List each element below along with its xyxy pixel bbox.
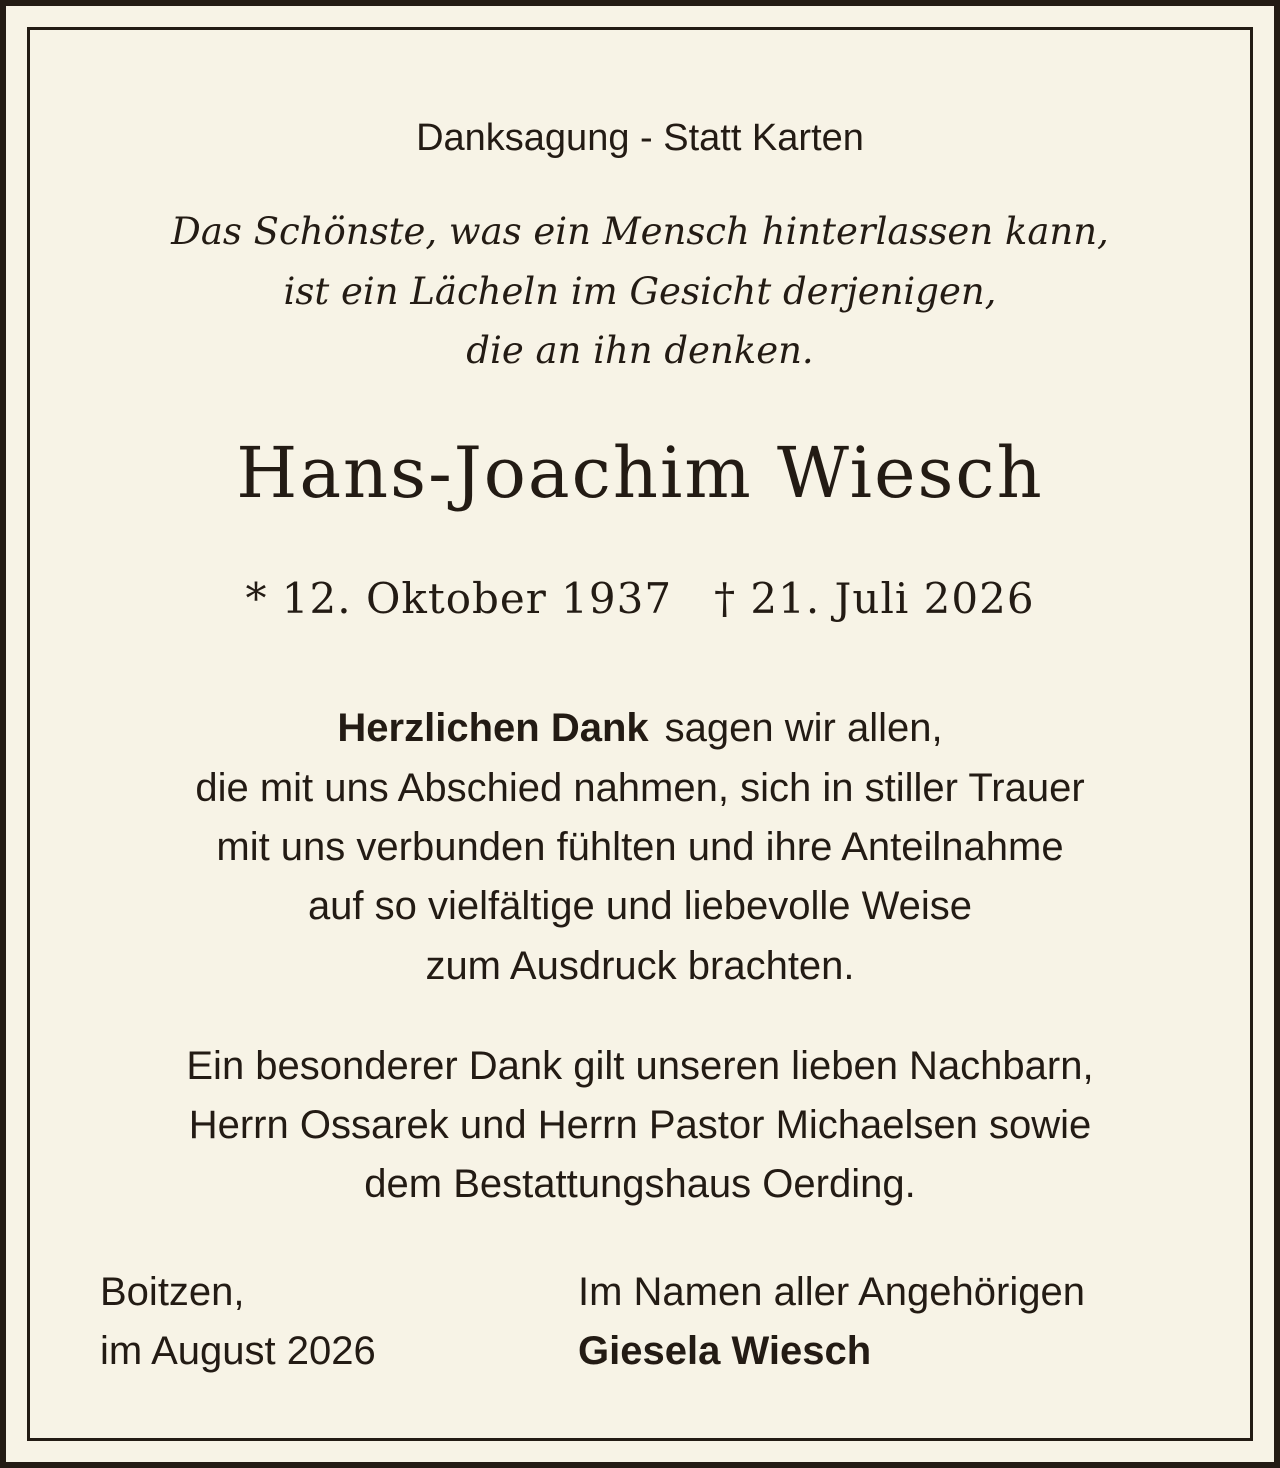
quote-line-2: ist ein Lächeln im Gesicht derjenigen, [283, 270, 997, 313]
quote-line-3: die an ihn denken. [466, 329, 814, 372]
special-thanks-line-3: dem Bestattungshaus Oerding. [364, 1162, 916, 1206]
quote-line-1: Das Schönste, was ein Mensch hinterlassen kann, [171, 210, 1109, 253]
thanks-line-2: die mit uns Abschied nahmen, sich in stiller Trauer [195, 766, 1085, 810]
thanks-line-5: zum Ausdruck brachten. [425, 944, 855, 988]
thanks-bold: Herzlichen Dank [337, 706, 649, 750]
date: im August 2026 [100, 1329, 376, 1373]
thanks-line-4: auf so vielfältige und liebevolle Weise [307, 884, 973, 928]
special-thanks-line-2: Herrn Ossarek und Herrn Pastor Michaelsen sowie [188, 1103, 1092, 1147]
place: Boitzen, [100, 1270, 245, 1314]
death-date: † 21. Juli 2026 [714, 574, 1035, 623]
life-dates [6, 574, 1274, 623]
signer-name: Giesela Wiesch [578, 1329, 872, 1373]
special-thanks-line-1: Ein besonderer Dank gilt unseren lieben Nachbarn, [186, 1044, 1094, 1088]
thanks-line-3: mit uns verbunden fühlten und ihre Anteilnahme [216, 825, 1064, 869]
on-behalf-text: Im Namen aller Angehörigen [578, 1270, 1085, 1314]
thanks-line-1 [6, 708, 1274, 748]
deceased-name: Hans-Joachim Wiesch [236, 432, 1044, 514]
birth-date: * 12. Oktober 1937 [245, 574, 673, 623]
thanks-rest: sagen wir allen, [664, 706, 943, 750]
notice-header: Danksagung - Statt Karten [416, 117, 864, 159]
